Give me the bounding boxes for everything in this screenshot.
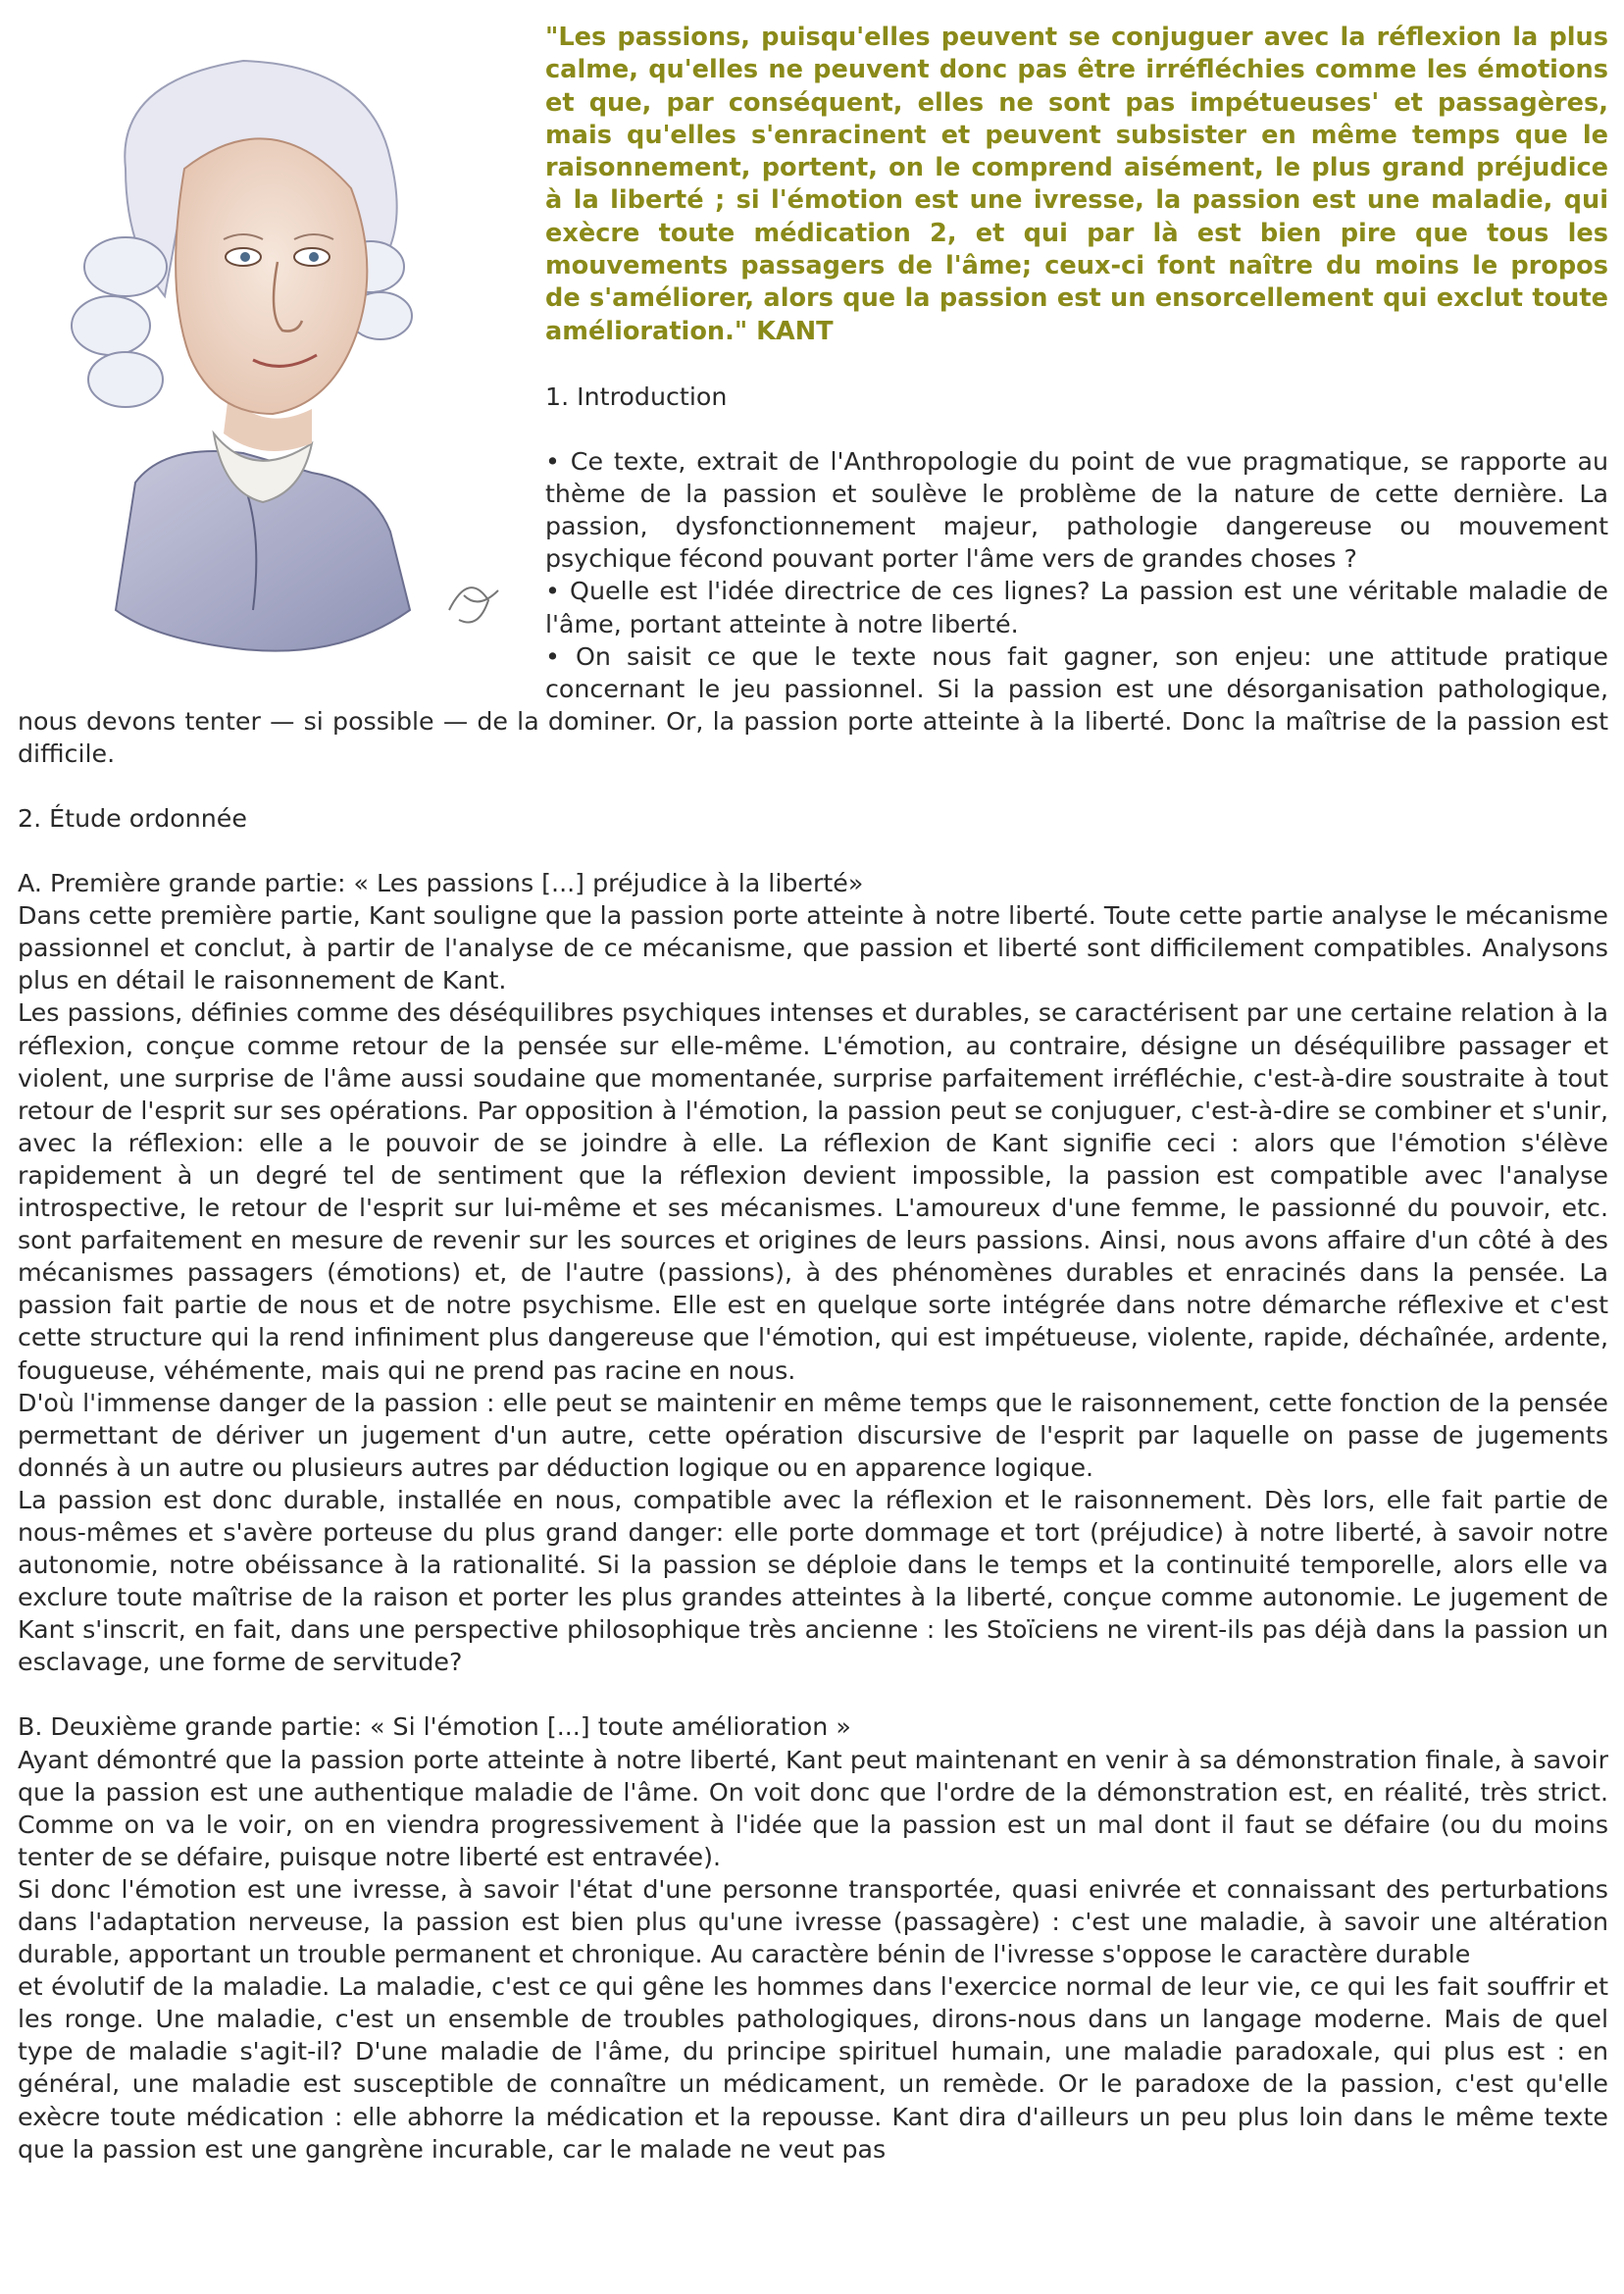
intro-bullet: • Quelle est l'idée directrice de ces lignes? La passion est une véritable maladie de l'âme, portant atteinte à notre liberté.	[545, 577, 1608, 638]
part-b-heading: B. Deuxième grande partie: « Si l'émotion [...] toute amélioration »	[18, 1712, 851, 1742]
kant-quote: "Les passions, puisqu'elles peuvent se conjuguer avec la réflexion la plus calme, qu'elles ne peuvent donc pas être irréfléchies comme les émotions et que, par conséquent, elles ne sont pas impétueuses' et passagères, mais qu'elles s'enracinent et peuvent subsister en même temps que le raisonnement, portent, on le comprend aisément, le plus grand préjudice à la liberté ; si l'émotion est une ivresse, la passion est une maladie, qui exècre toute médication 2, et qui par là est bien pire que tous les mouvements passagers de l'âme; ceux-ci font naître du moins le propos de s'améliorer, alors que la passion est un ensorcellement qui exclut toute amélioration." KANT	[545, 23, 1608, 346]
paragraph: D'où l'immense danger de la passion : elle peut se maintenir en même temps que le raisonnement, cette fonction de la pensée permettant de dériver un jugement d'un autre, cette opération discursive de l'esprit par laquelle on passe de jugements donnés à un autre ou plusieurs autres par déduction logique ou en apparence logique.	[18, 1388, 1608, 1482]
paragraph: Les passions, définies comme des déséquilibres psychiques intenses et durables, se caractérisent par une certaine relation à la réflexion, conçue comme retour de la pensée sur elle-même. L'émotion, au contraire, désigne un déséquilibre passager et violent, une surprise de l'âme aussi soudaine que momentanée, surprise parfaitement irréfléchie, c'est-à-dire soustraite à tout retour de l'esprit sur ses opérations. Par opposition à l'émotion, la passion peut se conjuguer, c'est-à-dire se combiner et s'unir, avec la réflexion: elle a le pouvoir de se joindre à elle. La réflexion de Kant signifie ceci : alors que l'émotion s'élève rapidement à un degré tel de sentiment que la réflexion devient impossible, la passion est compatible avec l'analyse introspective, le retour de l'esprit sur lui-même et ses mécanismes. L'amoureux d'une femme, le passionné du pouvoir, etc. sont parfaitement en mesure de revenir sur les sources et origines de leurs passions. Ainsi, nous avons affaire d'un côté à des mécanismes passagers (émotions) et, de l'autre (passions), à des phénomènes durables et enracinés dans la pensée. La passion fait partie de nous et de notre psychisme. Elle est en quelque sorte intégrée dans notre démarche réflexive et c'est cette structure qui la rend infiniment plus dangereuse que l'émotion, qui est impétueuse, violente, rapide, déchaînée, ardente, fougueuse, véhémente, mais qui ne prend pas racine en nous.	[18, 998, 1608, 1385]
intro-heading: 1. Introduction	[545, 382, 728, 411]
paragraph: Ayant démontré que la passion porte atteinte à notre liberté, Kant peut maintenant en venir à sa démonstration finale, à savoir que la passion est une authentique maladie de l'âme. On voit donc que l'ordre de la démonstration est, en réalité, très strict. Comme on va le voir, on en viendra progressivement à l'idée que la passion est un mal dont il faut se défaire (ou du moins tenter de se défaire, puisque notre liberté est entravée).	[18, 1745, 1608, 1871]
paragraph: et évolutif de la maladie. La maladie, c'est ce qui gêne les hommes dans l'exercice normal de leur vie, ce qui les fait souffrir et les ronge. Une maladie, c'est un ensemble de troubles pathologiques, dirons-nous dans un langage moderne. Mais de quel type de maladie s'agit-il? D'une maladie de l'âme, du principe spirituel humain, une maladie paradoxale, qui plus est : en général, une maladie est susceptible de connaître un médicament, un remède. Or le paradoxe de la passion, c'est qu'elle exècre toute médication : elle abhorre la médication et la repousse. Kant dira d'ailleurs un peu plus loin dans le même texte que la passion est une gangrène incurable, car le malade ne veut pas	[18, 1972, 1608, 2164]
document-page	[18, 22, 1608, 2166]
intro-bullet: • On saisit ce que le texte nous fait gagner, son enjeu: une attitude pratique concernant le jeu passionnel. Si la passion est une désorganisation pathologique, nous devons tenter — si possible — de la dominer. Or, la passion porte atteinte à la liberté. Donc la maîtrise de la passion est difficile.	[18, 641, 1608, 768]
paragraph: Dans cette première partie, Kant souligne que la passion porte atteinte à notre liberté. Toute cette partie analyse le mécanisme passionnel et conclut, à partir de l'analyse de ce mécanisme, que passion et liberté sont difficilement compatibles. Analysons plus en détail le raisonnement de Kant.	[18, 901, 1608, 995]
part-a-heading: A. Première grande partie: « Les passions [...] préjudice à la liberté»	[18, 869, 864, 898]
study-heading: 2. Étude ordonnée	[18, 804, 247, 833]
intro-bullet: • Ce texte, extrait de l'Anthropologie du point de vue pragmatique, se rapporte au thème de la passion et soulève le problème de la nature de cette dernière. La passion, dysfonctionnement majeur, pathologie dangereuse ou mouvement psychique fécond pouvant porter l'âme vers de grandes choses ?	[545, 447, 1608, 574]
paragraph: La passion est donc durable, installée en nous, compatible avec la réflexion et le raisonnement. Dès lors, elle fait partie de nous-mêmes et s'avère porteuse du plus grand danger: elle porte dommage et tort (préjudice) à notre liberté, à savoir notre autonomie, notre obéissance à la rationalité. Si la passion se déploie dans le temps et la continuité temporelle, alors elle va exclure toute maîtrise de la raison et porter les plus grandes atteintes à la liberté, conçue comme autonomie. Le jugement de Kant s'inscrit, en fait, dans une perspective philosophique très ancienne : les Stoïciens ne virent-ils pas déjà dans la passion un esclavage, une forme de servitude?	[18, 1485, 1608, 1677]
paragraph: Si donc l'émotion est une ivresse, à savoir l'état d'une personne transportée, quasi enivrée et connaissant des perturbations dans l'adaptation nerveuse, la passion est bien plus qu'une ivresse (passagère) : c'est une maladie, à savoir une altération durable, apportant un trouble permanent et chronique. Au caractère bénin de l'ivresse s'oppose le caractère durable	[18, 1874, 1608, 1969]
kant-caricature-icon	[18, 22, 528, 669]
